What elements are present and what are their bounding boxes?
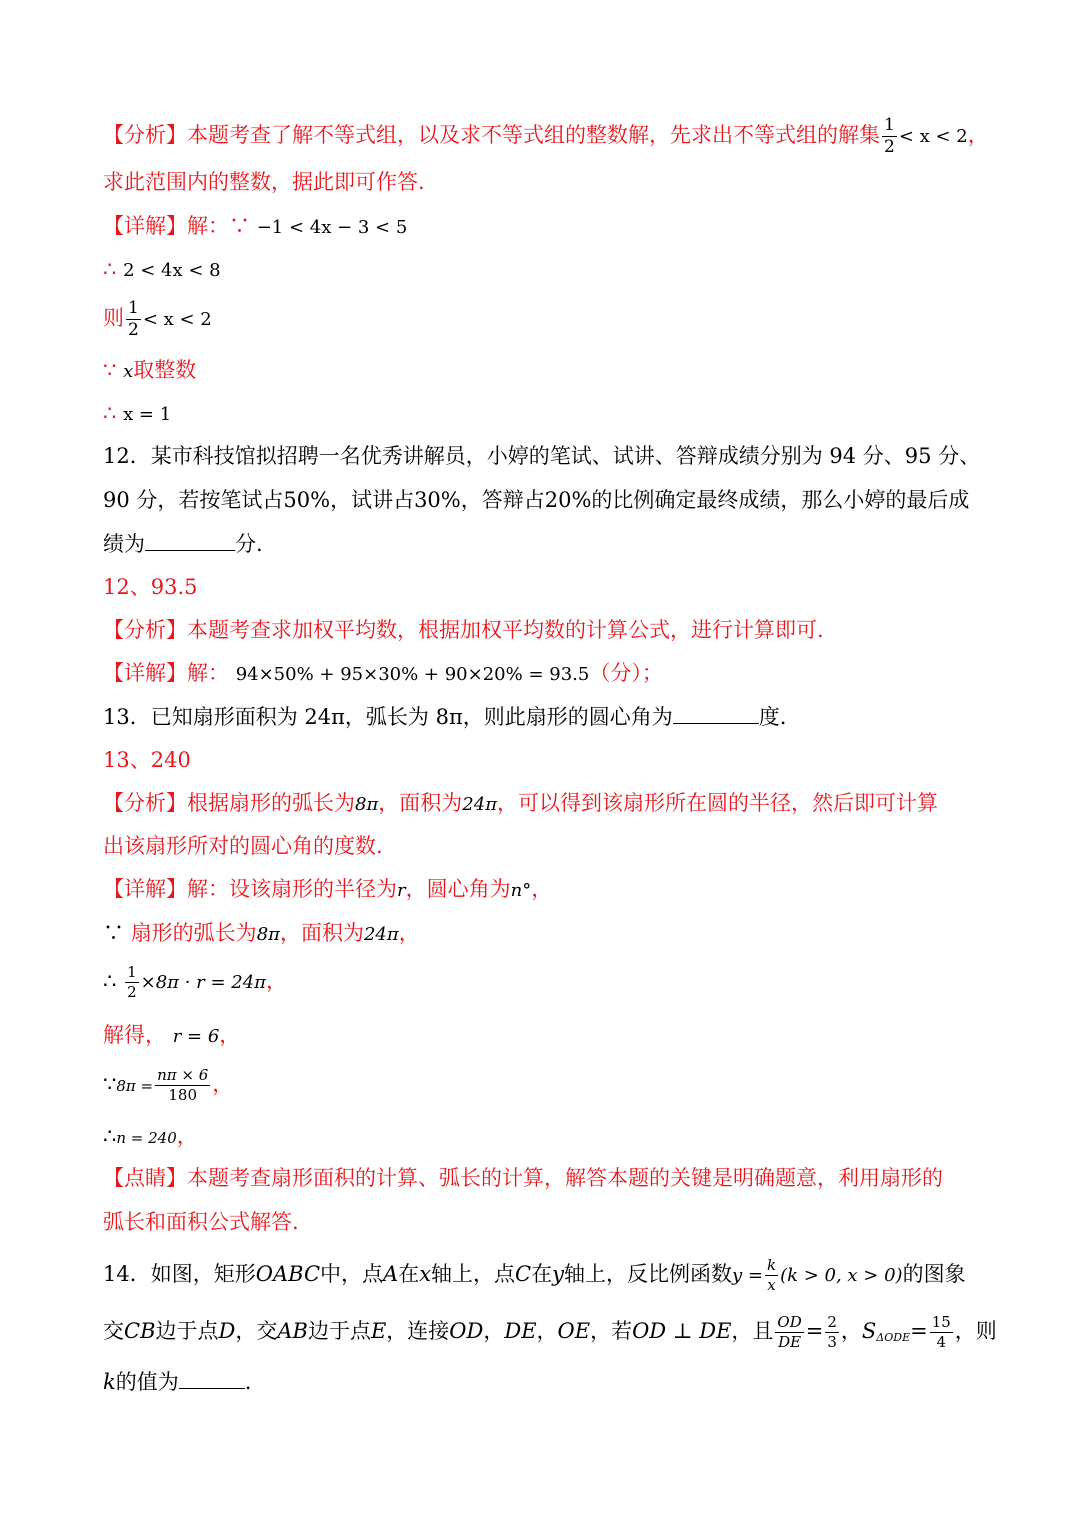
q14-line1	[103, 1258, 966, 1293]
text-span: 根据扇形的弧长为	[187, 791, 355, 815]
q13-detail-line4	[103, 1020, 240, 1052]
text-span: 取整数	[133, 358, 197, 382]
q13-comment-line2: 弧长和面积公式解答.	[103, 1210, 299, 1234]
fraction	[882, 117, 897, 156]
text-span: 解得，	[103, 1023, 166, 1047]
text-span: DE	[504, 1319, 537, 1343]
text-span: ，	[176, 1124, 198, 1148]
fraction-numerator: 2	[827, 1313, 837, 1331]
fraction-numerator: 1	[127, 963, 137, 981]
text-span: y	[552, 1262, 564, 1286]
q13-answer: 13、240	[103, 748, 191, 772]
q12-analysis	[103, 615, 824, 645]
text-span: ∴	[103, 969, 117, 993]
fraction-numerator: 15	[931, 1313, 951, 1331]
text-span: OE	[557, 1319, 591, 1343]
q13-analysis-line1	[103, 788, 938, 820]
text-span: x	[419, 1262, 432, 1286]
text-span: 中，点	[320, 1262, 384, 1286]
text-span: C	[515, 1262, 532, 1286]
fraction-numerator: OD	[777, 1313, 802, 1331]
text-span: ，	[219, 1023, 241, 1047]
text-span: 轴上，点	[431, 1262, 516, 1286]
q12-line2: 90 分，若按笔试占50%，试讲占30%，答辩占20%的比例确定最终成绩，那么小婷的最后成	[103, 488, 970, 512]
text-span: 的图象	[902, 1262, 966, 1286]
text-span: D	[218, 1319, 236, 1343]
fraction-denominator: 2	[884, 137, 895, 157]
text-span: k	[103, 1370, 116, 1394]
text-span: .	[244, 1370, 252, 1394]
text-span: OABC	[255, 1262, 321, 1286]
text-span: =	[910, 1319, 928, 1343]
fraction-denominator: 2	[128, 320, 139, 340]
text-span: ，交	[235, 1319, 278, 1343]
fraction-numerator: k	[766, 1256, 777, 1274]
q14-line3	[103, 1366, 251, 1397]
fraction-denominator: 3	[827, 1333, 837, 1351]
text-span: n°	[510, 880, 532, 901]
q13-detail-line1	[103, 874, 552, 906]
text-span: 分.	[235, 532, 263, 556]
q13-detail-line6	[103, 1121, 198, 1153]
text-span: ΔODE	[876, 1331, 911, 1344]
q12-line1: 12．某市科技馆拟招聘一名优秀讲解员，小婷的笔试、试讲、答辩成绩分别为 94 分、95 分、	[103, 444, 981, 468]
text-span: ，	[398, 921, 420, 945]
comment-tag: 【点睛】	[103, 1166, 187, 1190]
analysis-tag: 【分析】	[103, 123, 187, 147]
text-span: 8π	[355, 794, 379, 815]
fraction	[126, 300, 141, 339]
text-span: ∴	[103, 1124, 117, 1148]
text-span: 绩为	[103, 532, 145, 556]
text-span: x = 1	[123, 404, 172, 425]
text-span: ，且	[731, 1319, 774, 1343]
text-span: (k > 0, x > 0)	[780, 1265, 903, 1286]
text-span: 在	[398, 1262, 420, 1286]
text-span: ，面积为	[378, 791, 463, 815]
text-span: AB	[277, 1319, 308, 1343]
text-span: CB	[124, 1319, 156, 1343]
q14-line2	[103, 1315, 997, 1353]
text-span: 轴上，反比例函数	[563, 1262, 732, 1286]
text-span: 解：	[187, 661, 229, 685]
text-span: ∵	[103, 921, 124, 945]
fraction-denominator: x	[767, 1276, 776, 1294]
fraction-denominator: DE	[778, 1333, 802, 1351]
text-span: 本题考查了解不等式组，以及求不等式组的整数解，先求出不等式组的解集	[187, 123, 880, 147]
text-span: 14．如图，矩形	[103, 1262, 256, 1286]
text-span: ∴	[103, 257, 117, 281]
text-span: 24π	[363, 924, 399, 945]
text-span: 扇形的弧长为	[130, 921, 257, 945]
fraction	[775, 1315, 803, 1350]
analysis-11-line2: 求此范围内的整数，据此即可作答.	[103, 170, 425, 194]
fraction	[765, 1258, 778, 1293]
text-span: E	[370, 1319, 387, 1343]
text-span: < x < 2	[142, 309, 212, 330]
text-span: ，圆心角为	[405, 877, 511, 901]
text-span: 13．已知扇形面积为 24π，弧长为 8π，则此扇形的圆心角为	[103, 705, 673, 729]
text-span: OD ⊥ DE	[632, 1319, 732, 1343]
text-span: ∵	[103, 1072, 117, 1096]
fraction-denominator: 180	[168, 1086, 198, 1104]
text-span: ，	[531, 877, 553, 901]
text-span: ，	[266, 969, 288, 993]
text-span: ，	[840, 1319, 862, 1343]
text-span: ，可以得到该扇形所在圆的半径，然后即可计算	[497, 791, 939, 815]
analysis-tag: 【分析】	[103, 791, 187, 815]
detail-11-line5	[103, 398, 171, 430]
text-span: ×8π · r = 24π	[140, 972, 267, 993]
text-span: ∵	[103, 358, 117, 382]
text-span: 解：设该扇形的半径为	[187, 877, 397, 901]
text-span: ∴	[103, 401, 117, 425]
text-span: 在	[531, 1262, 553, 1286]
text-span: 的值为	[115, 1370, 179, 1394]
fraction	[825, 1315, 839, 1350]
fraction-denominator: 4	[936, 1333, 947, 1351]
q13-detail-line2	[103, 918, 420, 950]
text-span: 度.	[758, 705, 787, 729]
text-span: 则	[103, 306, 124, 330]
text-span: =	[805, 1319, 824, 1343]
text-span: ，	[483, 1319, 505, 1343]
text-span: ∵	[229, 214, 250, 238]
text-span: ，	[212, 1072, 234, 1096]
detail-11-line4	[103, 355, 196, 387]
detail-tag: 【详解】	[103, 214, 187, 238]
fraction	[930, 1315, 953, 1350]
answer-blank	[673, 701, 759, 724]
q12-answer: 12、93.5	[103, 575, 198, 599]
text-span: ，	[536, 1319, 558, 1343]
q12-detail	[103, 658, 663, 690]
text-span: 8π	[256, 924, 280, 945]
text-span: ，连接	[386, 1319, 450, 1343]
text-span: < x < 2	[898, 126, 968, 147]
text-span: r = 6	[172, 1026, 220, 1047]
detail-11-line1	[103, 211, 407, 243]
fraction-numerator: 1	[128, 298, 139, 318]
text-span: y =	[731, 1265, 763, 1286]
analysis-tag: 【分析】	[103, 618, 187, 642]
detail-tag: 【详解】	[103, 877, 187, 901]
fraction-numerator: nπ × 6	[157, 1066, 209, 1084]
q13-line1	[103, 701, 786, 732]
text-span: 边于点	[307, 1319, 371, 1343]
fraction	[125, 965, 139, 1000]
fraction-denominator: 2	[127, 983, 137, 1001]
q13-comment-line1	[103, 1163, 943, 1193]
text-span: ，则	[954, 1319, 997, 1343]
text-span: 解：	[187, 214, 229, 238]
q13-detail-line3	[103, 965, 287, 1000]
text-span: −1 < 4x − 3 < 5	[256, 217, 408, 238]
detail-tag: 【详解】	[103, 661, 187, 685]
text-span: n = 240	[116, 1129, 177, 1147]
analysis-11-line1	[103, 117, 989, 156]
text-span: x	[123, 361, 134, 382]
q12-line3	[103, 528, 263, 559]
text-span: 94×50% + 95×30% + 90×20% = 93.5	[235, 664, 590, 685]
text-span: 本题考查扇形面积的计算、弧长的计算，解答本题的关键是明确题意，利用扇形的	[187, 1166, 943, 1190]
detail-11-line3	[103, 300, 212, 339]
text-span: A	[383, 1262, 399, 1286]
text-span: ，	[967, 123, 989, 147]
q13-detail-line5	[103, 1068, 233, 1103]
q13-analysis-line2: 出该扇形所对的圆心角的度数.	[103, 834, 383, 858]
text-span: 交	[103, 1319, 124, 1343]
text-span: （分）；	[589, 661, 663, 685]
text-span: 边于点	[155, 1319, 219, 1343]
text-span: ，面积为	[279, 921, 364, 945]
text-span: 8π =	[116, 1077, 154, 1095]
detail-11-line2	[103, 254, 221, 286]
text-span: ，若	[590, 1319, 633, 1343]
text-span: r	[397, 880, 406, 901]
text-span: OD	[449, 1319, 484, 1343]
text-span: S	[861, 1319, 877, 1343]
text-span: 本题考查求加权平均数，根据加权平均数的计算公式，进行计算即可.	[187, 618, 824, 642]
text-span: 2 < 4x < 8	[123, 260, 221, 281]
fraction	[155, 1068, 210, 1103]
answer-blank	[145, 528, 235, 551]
answer-blank	[179, 1366, 245, 1389]
fraction-numerator: 1	[884, 115, 895, 135]
text-span: 24π	[462, 794, 498, 815]
